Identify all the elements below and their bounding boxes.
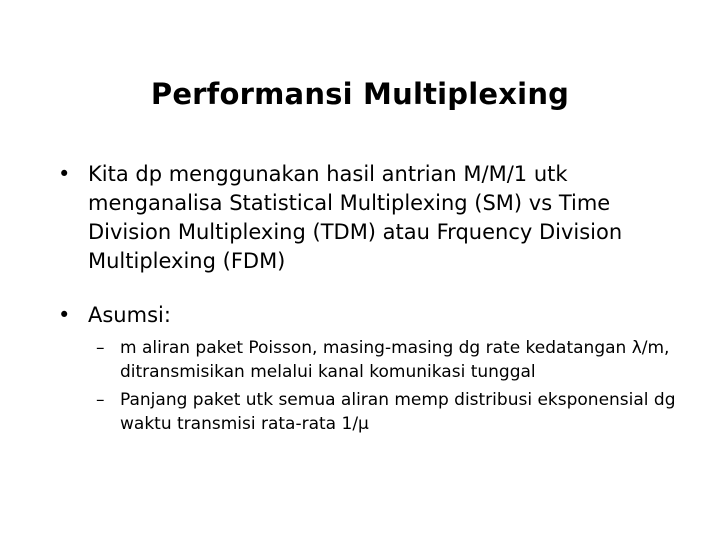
sub-bullet-marker: – [96, 390, 105, 410]
bullet-item [58, 301, 678, 330]
sub-bullet-item [96, 388, 676, 436]
slide-title: Performansi Multiplexing [150, 77, 570, 111]
bullet-item [58, 160, 678, 276]
bullet-marker: • [58, 162, 71, 186]
bullet-marker: • [58, 303, 71, 327]
bullet-text: Asumsi: [88, 303, 171, 327]
sub-bullet-text: Panjang paket utk semua aliran memp distribusi eksponensial dg waktu transmisi rata-rata 1/μ [120, 390, 676, 434]
sub-bullet-marker: – [96, 338, 105, 358]
sub-bullet-text: m aliran paket Poisson, masing-masing dg rate kedatangan λ/m, ditransmisikan melalui kanal komunikasi tunggal [120, 338, 670, 382]
sub-bullet-item [96, 336, 676, 384]
bullet-text: Kita dp menggunakan hasil antrian M/M/1 utk menganalisa Statistical Multiplexing (SM) vs Time Division Multiplexing (TDM) atau Frquency Division Multiplexing (FDM) [88, 162, 623, 273]
